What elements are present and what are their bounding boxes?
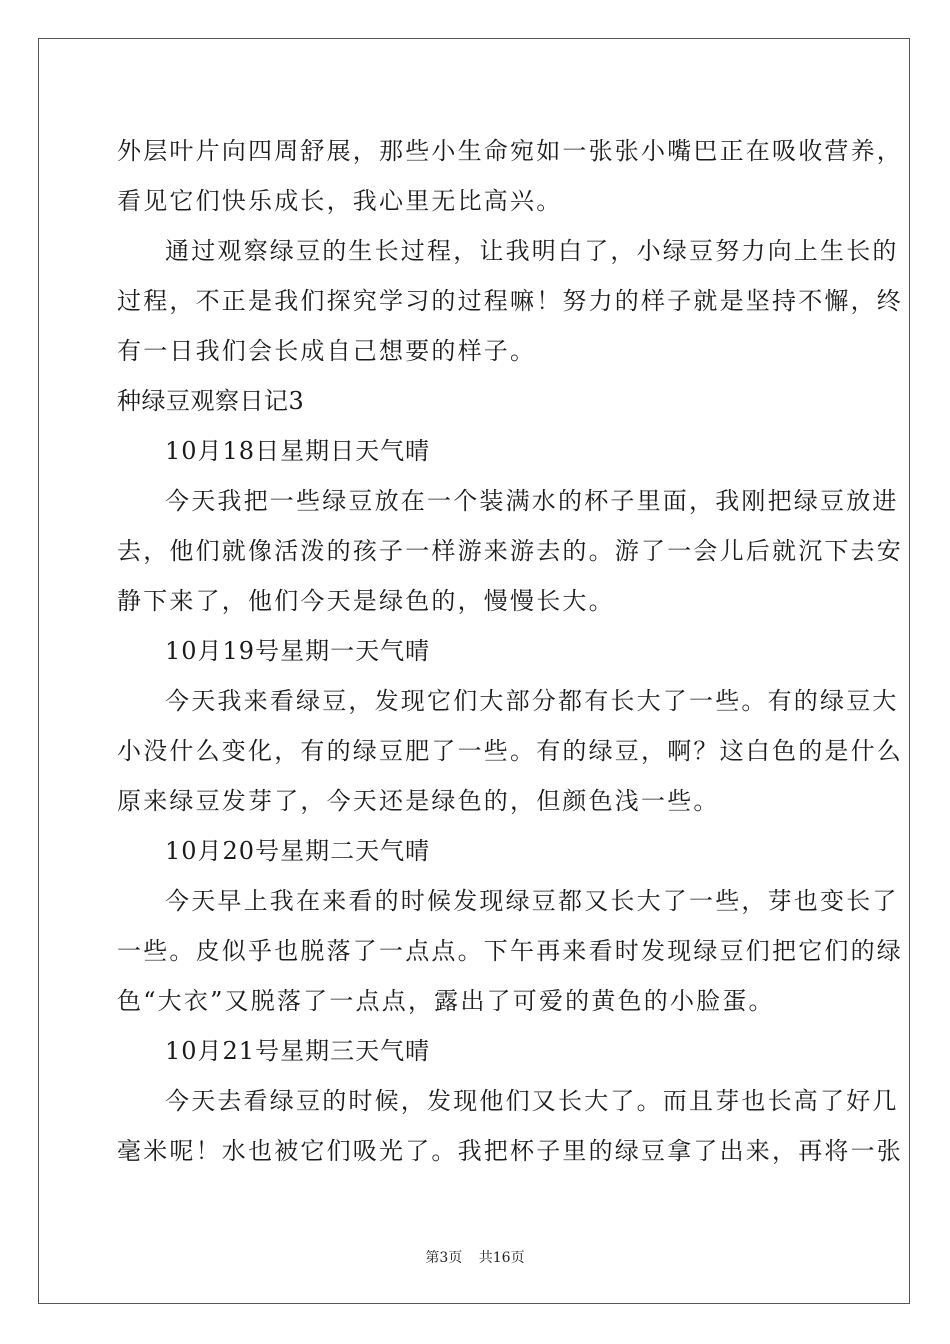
paragraph-line: 有一日我们会长成自己想要的样子。: [117, 337, 537, 365]
diary-date: 10月19号星期一天气晴: [165, 637, 431, 665]
section-heading: 种绿豆观察日记3: [117, 387, 305, 415]
paragraph-line: 静下来了，他们今天是绿色的，慢慢长大。: [117, 587, 615, 615]
paragraph-line: 今天早上我在来看的时候发现绿豆都又长大了一些，芽也变长了: [165, 887, 899, 915]
diary-date: 10月21号星期三天气晴: [165, 1037, 431, 1065]
paragraph-line: 去，他们就像活泼的孩子一样游来游去的。游了一会儿后就沉下去安: [117, 537, 903, 565]
page-number: 第3页: [425, 1250, 463, 1266]
paragraph-line: 通过观察绿豆的生长过程，让我明白了，小绿豆努力向上生长的: [165, 237, 899, 265]
paragraph-line: 今天我把一些绿豆放在一个装满水的杯子里面，我刚把绿豆放进: [165, 487, 899, 515]
document-body: [117, 126, 903, 1176]
paragraph-line: 看见它们快乐成长，我心里无比高兴。: [117, 187, 563, 215]
page-total: 共16页: [478, 1250, 525, 1266]
page-footer: [0, 1247, 950, 1267]
paragraph-line: 过程，不正是我们探究学习的过程嘛！努力的样子就是坚持不懈，终: [117, 287, 903, 315]
diary-date: 10月20号星期二天气晴: [165, 837, 431, 865]
paragraph-line: 小没什么变化，有的绿豆肥了一些。有的绿豆，啊？这白色的是什么: [117, 737, 903, 765]
paragraph-line: 原来绿豆发芽了，今天还是绿色的，但颜色浅一些。: [117, 787, 720, 815]
paragraph-line: 外层叶片向四周舒展，那些小生命宛如一张张小嘴巴正在吸收营养，: [117, 137, 903, 165]
paragraph-line: 色“大衣”又脱落了一点点，露出了可爱的黄色的小脸蛋。: [117, 987, 775, 1015]
diary-date: 10月18日星期日天气晴: [165, 437, 431, 465]
paragraph-line: 今天去看绿豆的时候，发现他们又长大了。而且芽也长高了好几: [165, 1087, 899, 1115]
paragraph-line: 毫米呢！水也被它们吸光了。我把杯子里的绿豆拿了出来，再将一张: [117, 1137, 903, 1165]
paragraph-line: 一些。皮似乎也脱落了一点点。下午再来看时发现绿豆们把它们的绿: [117, 937, 903, 965]
paragraph-line: 今天我来看绿豆，发现它们大部分都有长大了一些。有的绿豆大: [165, 687, 899, 715]
